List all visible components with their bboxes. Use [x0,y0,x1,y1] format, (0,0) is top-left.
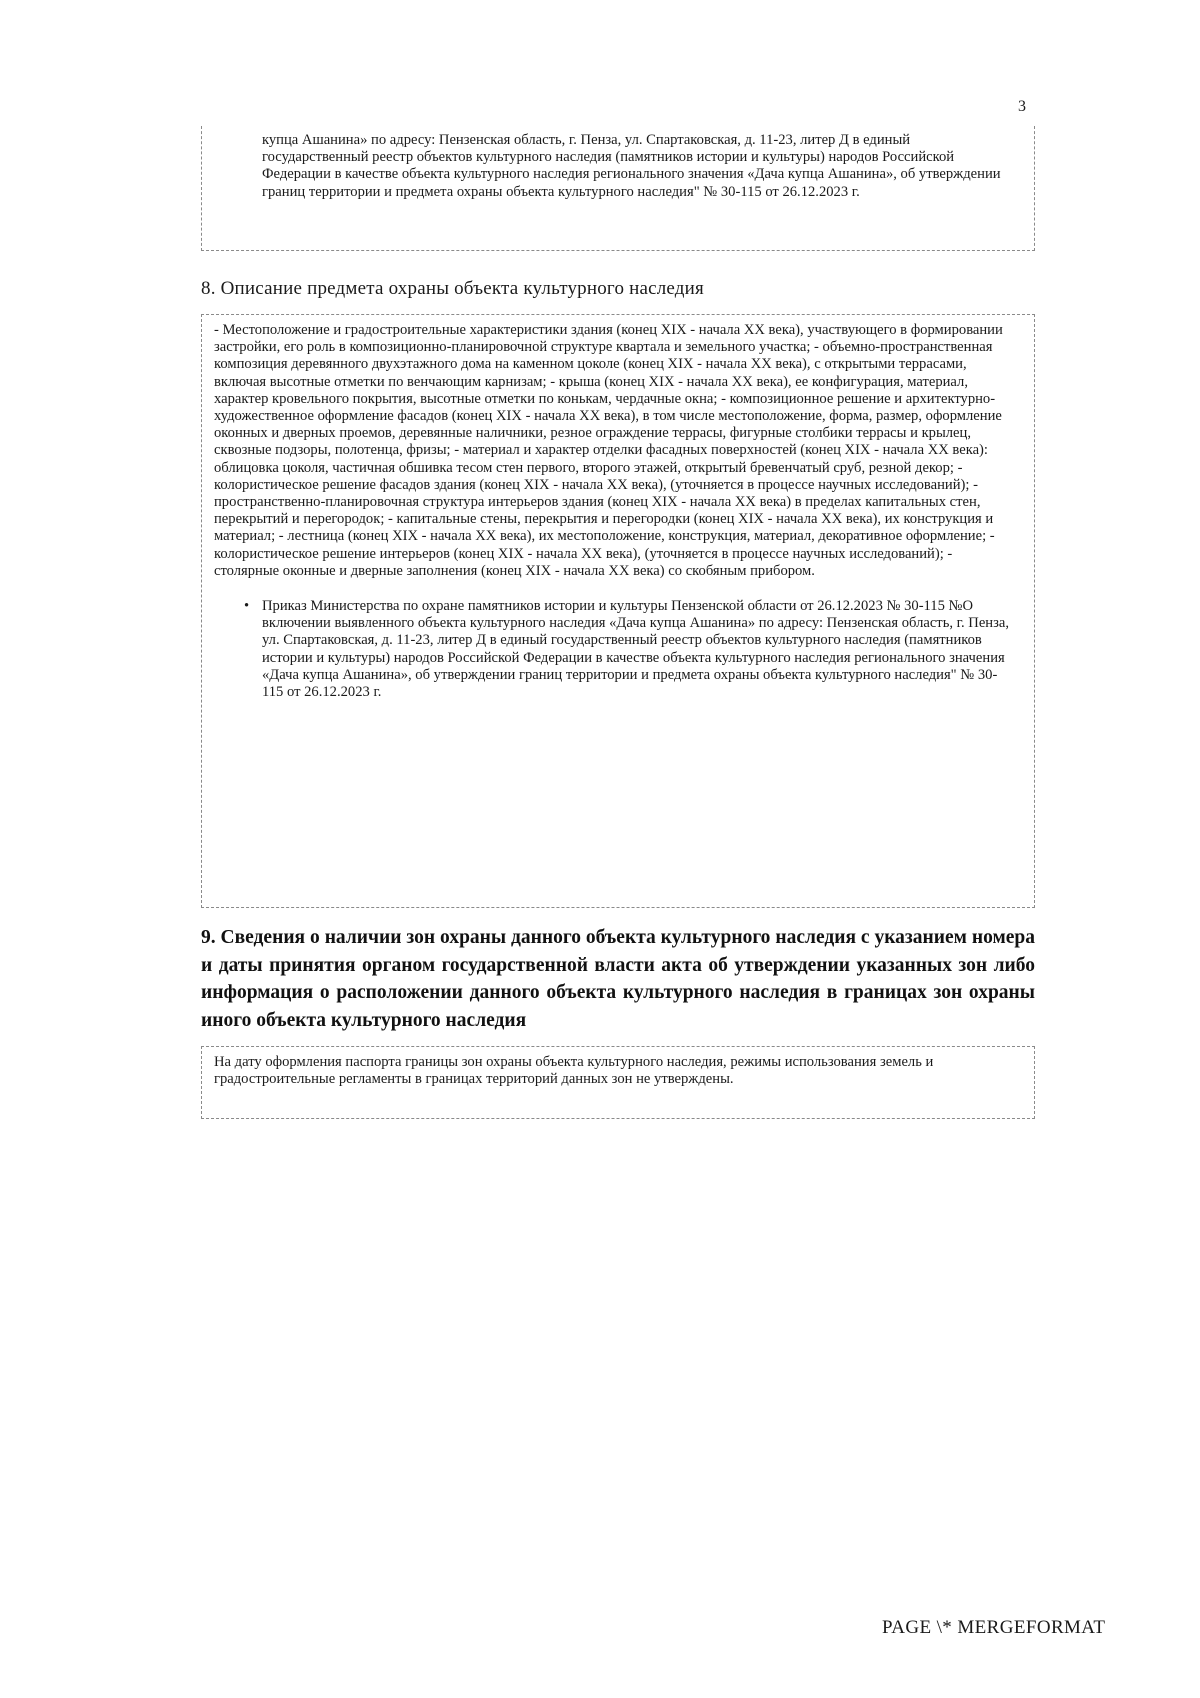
page-footer-field: PAGE \* MERGEFORMAT [882,1617,1106,1638]
section-9-heading: 9. Сведения о наличии зон охраны данного объекта культурного наследия с указанием номера и даты принятия органом государственной власти акта об утверждении указанных зон либо информация о расположении данного объекта культурного наследия в границах зон охраны иного объекта культурного наследия [201,927,1035,1031]
section-8-box [201,314,1035,908]
page-number: 3 [1018,98,1026,115]
source-order-text: Приказ Министерства по охране памятников истории и культуры Пензенской области от 26.12.2023 № 30-115 №О включении выявленного объекта культурного наследия «Дача купца Ашанина» по адресу: Пензенская область, г. Пенза, ул. Спартаковская, д. 11-23, литер Д в единый государственный реестр объектов культурного наследия (памятников истории и культуры) народов Российской Федерации в качестве объекта культурного наследия регионального значения «Дача купца Ашанина», об утверждении границ территории и предмета охраны объекта культурного наследия" № 30-115 от 26.12.2023 г. [262,598,1009,701]
protection-subject-description: - Местоположение и градостроительные характеристики здания (конец XIX - начала XX века), участвующего в формировании застройки, его роль в композиционно-планировочной структуре квартала и земельного участка; - объемно-пространственная композиция деревянного двухэтажного дома на каменном цоколе (конец XIX - начала XX века), с открытыми террасами, включая высотные отметки по венчающим карнизам; - крыша (конец XIX - начала XX века), ее конфигурация, материал, характер кровельного покрытия, высотные отметки по конькам, чердачные окна; - композиционное решение и архитектурно-художественное оформление фасадов (конец XIX - начала XX века), в том числе местоположение, форма, размер, оформление оконных и дверных проемов, деревянные наличники, резное ограждение террасы, фигурные столбики террасы и крылец, сквозные подзоры, полотенца, фризы; - материал и характер отделки фасадных поверхностей (конец XIX - начала XX века): облицовка цоколя, частичная обшивка тесом стен первого, второго этажей, открытый бревенчатый сруб, резной декор; - колористическое решение фасадов здания (конец XIX - начала XX века), (уточняется в процессе научных исследований); - пространственно-планировочная структура интерьеров здания (конец XIX - начала XX века) в пределах капитальных стен, перекрытий и перегородок; - капитальные стены, перекрытия и перегородки (конец XIX - начала XX века), их конструкция и материал; - лестница (конец XIX - начала XX века), их местоположение, конструкция, материал, декоративное оформление; - колористическое решение интерьеров (конец XIX - начала XX века), (уточняется в процессе научных исследований); - столярные оконные и дверные заполнения (конец XIX - начала XX века) со скобяным прибором. [214,322,1003,579]
bullet-icon: • [244,598,250,615]
previous-section-continuation-box [201,126,1035,251]
source-list-item [244,598,1018,701]
protection-zones-text: На дату оформления паспорта границы зон охраны объекта культурного наследия, режимы использования земель и градостроительные регламенты в границах территорий данных зон не утверждены. [214,1054,934,1088]
section-9-box [201,1046,1035,1119]
section-8-heading: 8. Описание предмета охраны объекта культурного наследия [201,278,704,299]
source-list [214,598,1018,701]
previous-section-text: купца Ашанина» по адресу: Пензенская область, г. Пенза, ул. Спартаковская, д. 11-23, литер Д в единый государственный реестр объектов культурного наследия (памятников истории и культуры) народов Российской Федерации в качестве объекта культурного наследия регионального значения «Дача купца Ашанина», об утверждении границ территории и предмета охраны объекта культурного наследия" № 30-115 от 26.12.2023 г. [262,132,1001,200]
